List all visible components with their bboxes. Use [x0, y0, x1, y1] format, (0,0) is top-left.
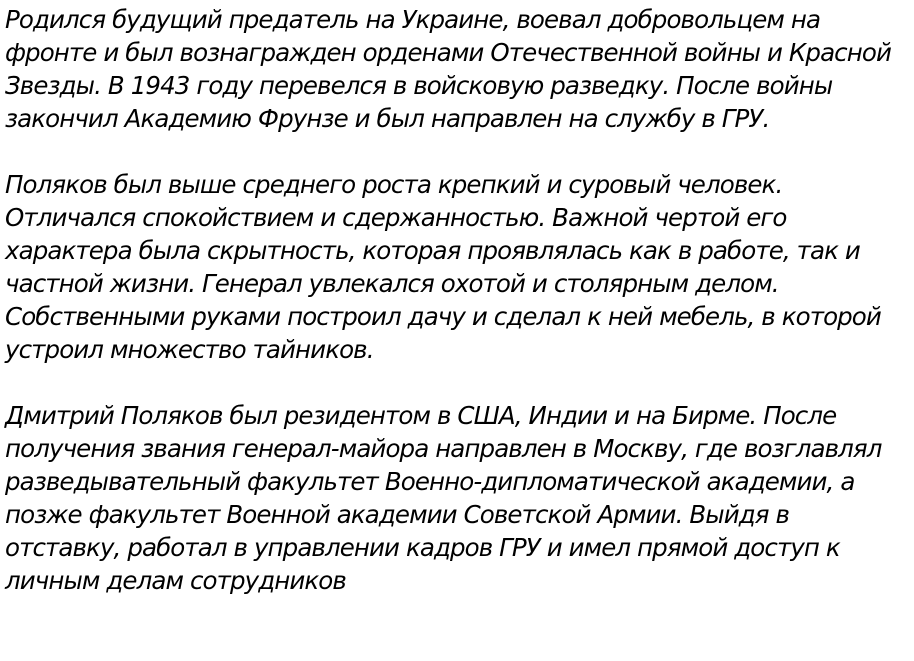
text-line: личным делам сотрудников — [5, 566, 346, 595]
text-line: Собственными руками построил дачу и сделал к ней мебель, в которой — [5, 302, 881, 331]
text-line: отставку, работал в управлении кадров ГРУ и имел прямой доступ к — [5, 533, 840, 562]
text-line: позже факультет Военной академии Советской Армии. Выйдя в — [5, 500, 790, 529]
text-line: закончил Академию Фрунзе и был направлен на службу в ГРУ. — [5, 104, 770, 133]
text-line: характера была скрытность, которая проявлялась как в работе, так и — [5, 236, 860, 265]
text-line: Поляков был выше среднего роста крепкий и суровый человек. — [5, 170, 783, 199]
paragraph-2 — [5, 168, 910, 366]
paragraph-1 — [5, 3, 910, 135]
text-line: Дмитрий Поляков был резидентом в США, Индии и на Бирме. После — [5, 401, 837, 430]
text-line: фронте и был вознагражден орденами Отечественной войны и Красной — [5, 38, 891, 67]
text-line: Родился будущий предатель на Украине, воевал добровольцем на — [5, 5, 821, 34]
document-body — [5, 3, 910, 630]
paragraph-3 — [5, 399, 910, 597]
text-line: частной жизни. Генерал увлекался охотой и столярным делом. — [5, 269, 779, 298]
text-line: Звезды. В 1943 году перевелся в войсковую разведку. После войны — [5, 71, 833, 100]
text-line: разведывательный факультет Военно-дипломатической академии, а — [5, 467, 855, 496]
text-line: получения звания генерал-майора направлен в Москву, где возглавлял — [5, 434, 882, 463]
text-line: Отличался спокойствием и сдержанностью. Важной чертой его — [5, 203, 787, 232]
text-line: устроил множество тайников. — [5, 335, 374, 364]
